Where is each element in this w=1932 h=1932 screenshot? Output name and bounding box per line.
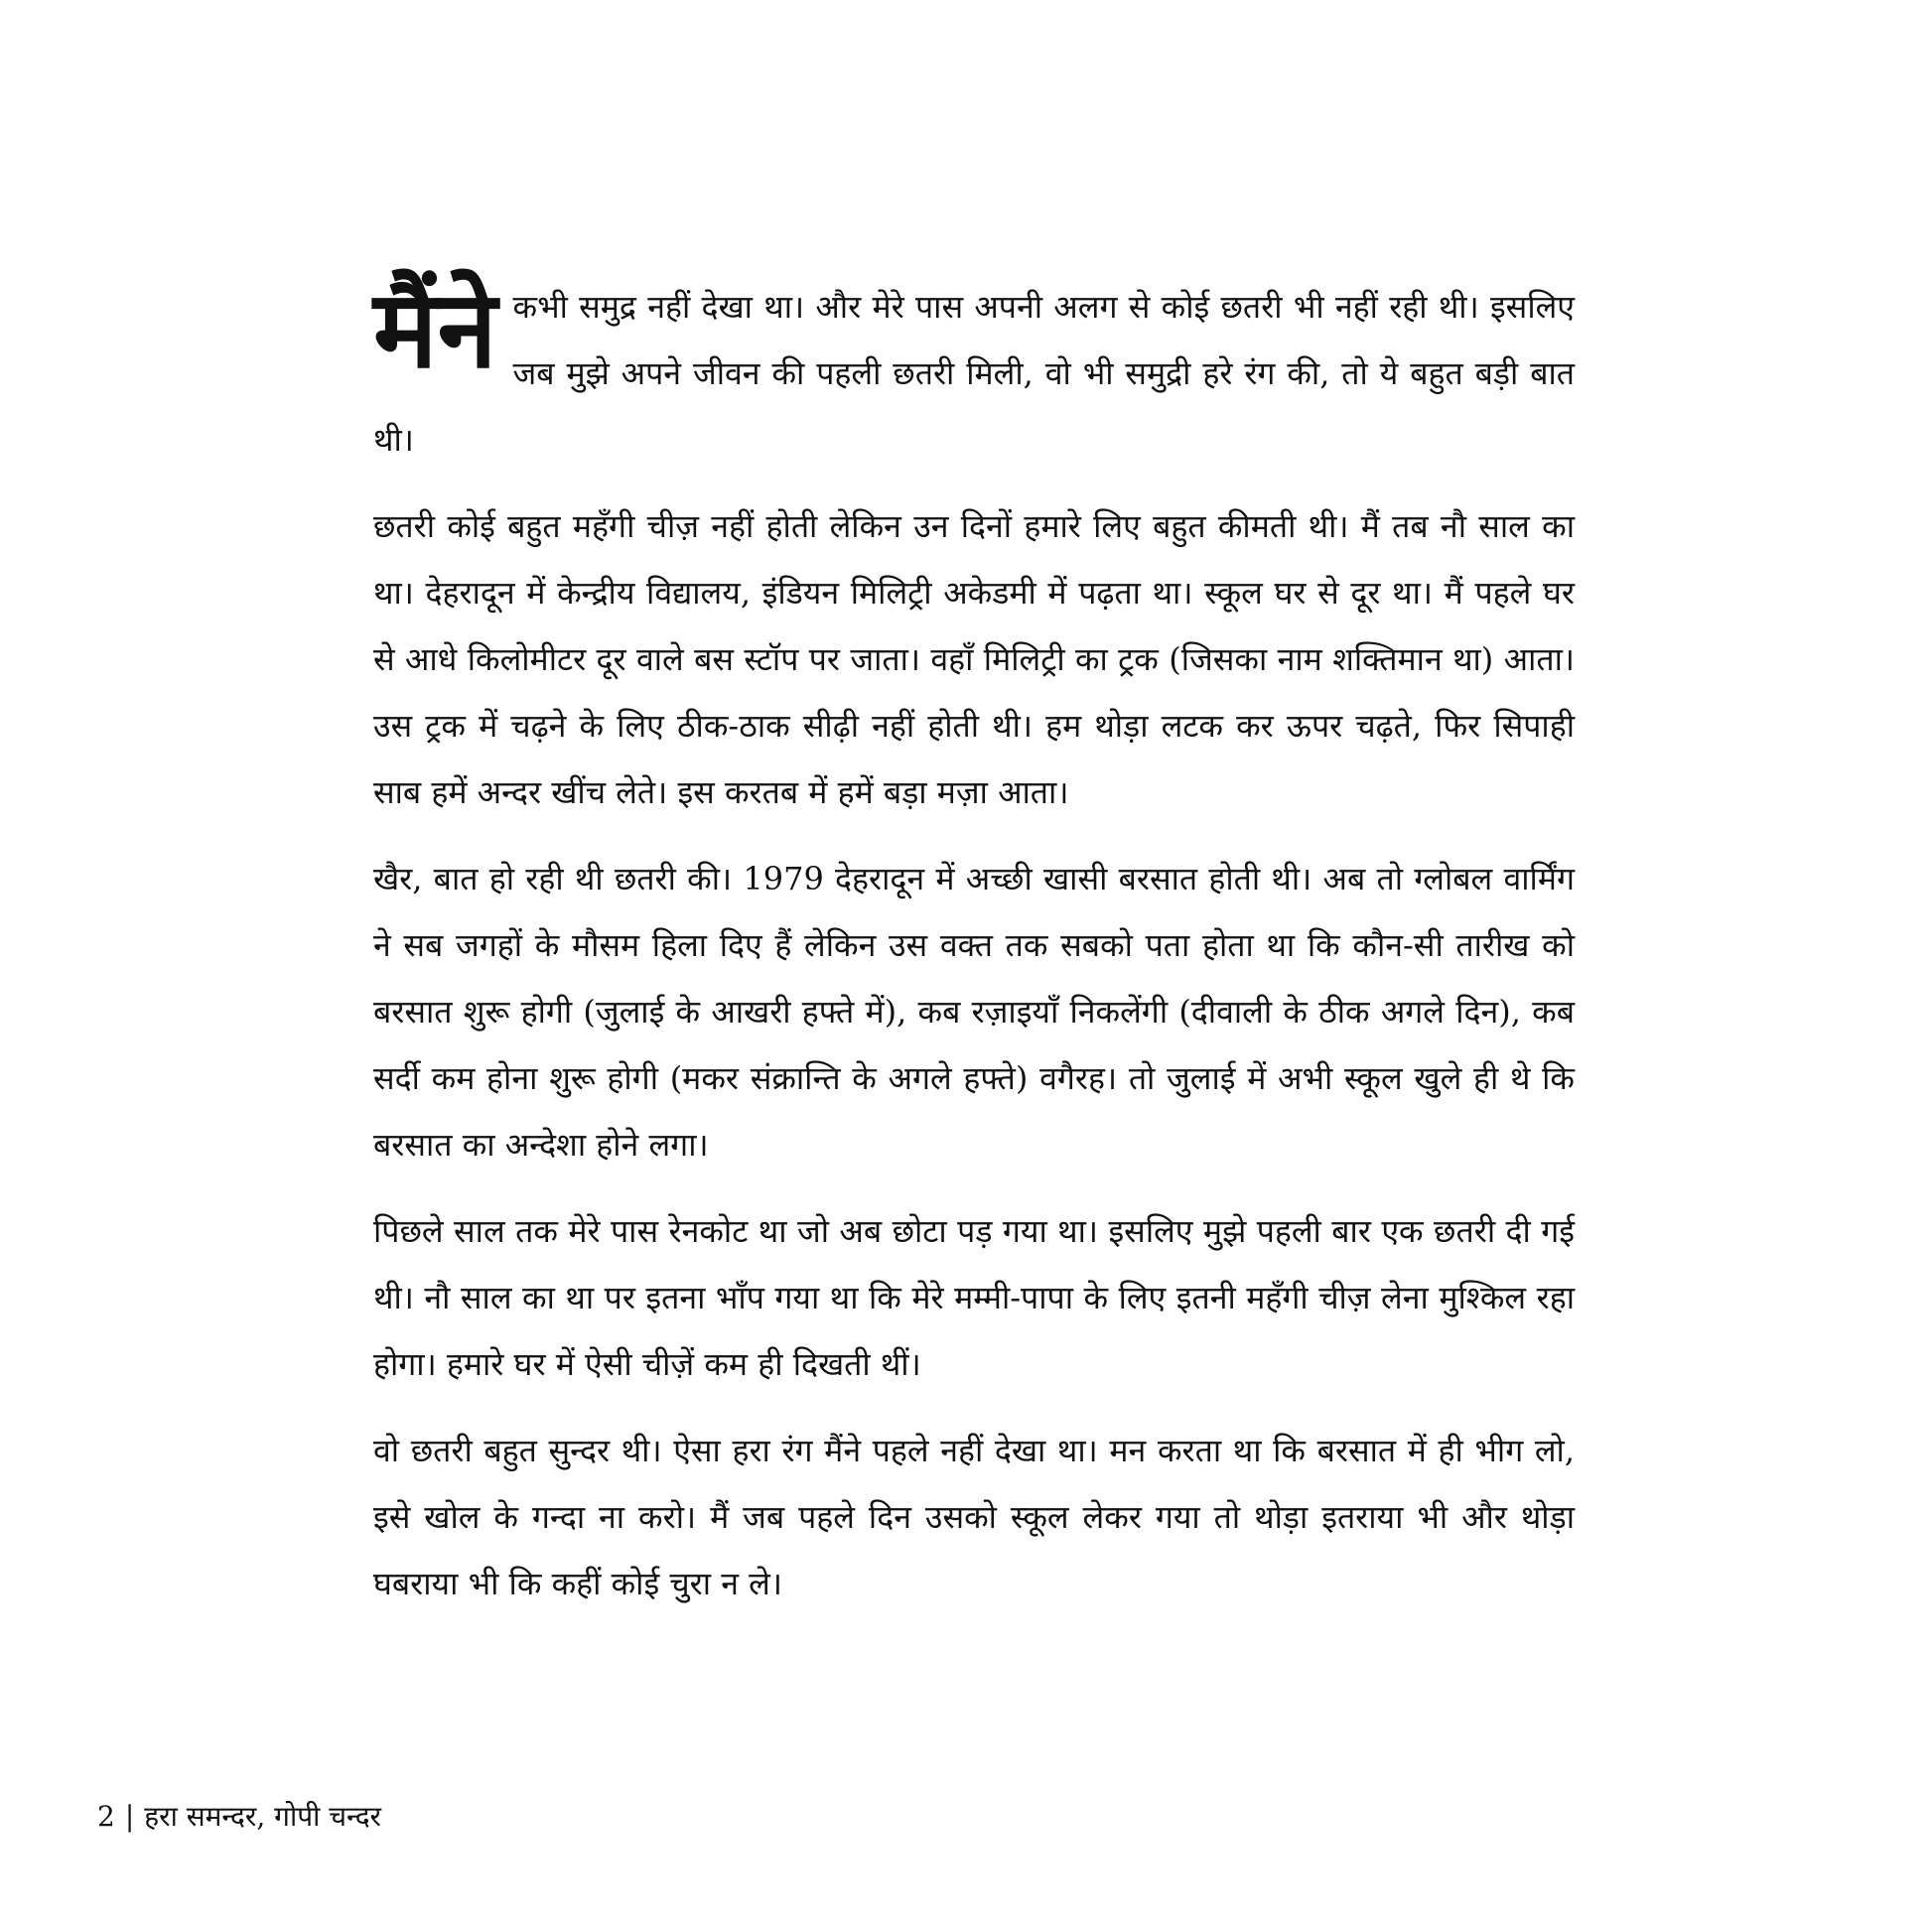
drop-cap-word: मैंने bbox=[373, 267, 497, 392]
paragraph-3: खैर, बात हो रही थी छतरी की। 1979 देहरादून में अच्छी खासी बरसात होती थी। अब तो ग्लोबल वार्मिंग ने सब जगहों के मौसम हिला दिए हैं लेकिन उस वक्त तक सबको पता होता था कि कौन-सी तारीख को बरसात शुरू होगी (जुलाई के आखरी हफ्ते में), कब रज़ाइयाँ निकलेंगी (दीवाली के ठीक अगले दिन), कब सर्दी कम होना शुरू होगी (मकर संक्रान्ति के अगले हफ्ते) वगैरह। तो जुलाई में अभी स्कूल खुले ही थे कि बरसात का अन्देशा होने लगा। bbox=[373, 860, 1576, 1164]
page-number: 2 bbox=[97, 1800, 115, 1833]
paragraph-1-text: कभी समुद्र नहीं देखा था। और मेरे पास अपनी अलग से कोई छतरी भी नहीं रही थी। इसलिए जब मुझे अपने जीवन की पहली छतरी मिली, वो भी समुद्री हरे रंग की, तो ये बहुत बड़ी बात थी। bbox=[373, 288, 1575, 459]
page-footer bbox=[97, 1799, 381, 1835]
footer-separator: | bbox=[124, 1800, 135, 1833]
paragraph-1 bbox=[373, 267, 1575, 474]
running-title: हरा समन्दर, गोपी चन्दर bbox=[144, 1800, 382, 1833]
paragraph-4: पिछले साल तक मेरे पास रेनकोट था जो अब छोटा पड़ गया था। इसलिए मुझे पहली बार एक छतरी दी गई थी। नौ साल का था पर इतना भाँप गया था कि मेरे मम्मी-पापा के लिए इतनी महँगी चीज़ लेना मुश्किल रहा होगा। हमारे घर में ऐसी चीज़ें कम ही दिखती थीं। bbox=[373, 1212, 1575, 1383]
paragraph-2: छतरी कोई बहुत महँगी चीज़ नहीं होती लेकिन उन दिनों हमारे लिए बहुत कीमती थी। मैं तब नौ साल का था। देहरादून में केन्द्रीय विद्यालय, इंडियन मिलिट्री अकेडमी में पढ़ता था। स्कूल घर से दूर था। मैं पहले घर से आधे किलोमीटर दूर वाले बस स्टॉप पर जाता। वहाँ मिलिट्री का ट्रक (जिसका नाम शक्तिमान था) आता। उस ट्रक में चढ़ने के लिए ठीक-ठाक सीढ़ी नहीं होती थी। हम थोड़ा लटक कर ऊपर चढ़ते, फिर सिपाही साब हमें अन्दर खींच लेते। इस करतब में हमें बड़ा मज़ा आता। bbox=[373, 507, 1575, 811]
story-body bbox=[373, 267, 1576, 1637]
paragraph-5: वो छतरी बहुत सुन्दर थी। ऐसा हरा रंग मैंने पहले नहीं देखा था। मन करता था कि बरसात में ही भीग लो, इसे खोल के गन्दा ना करो। मैं जब पहले दिन उसको स्कूल लेकर गया तो थोड़ा इतराया भी और थोड़ा घबराया भी कि कहीं कोई चुरा न ले। bbox=[373, 1432, 1575, 1602]
